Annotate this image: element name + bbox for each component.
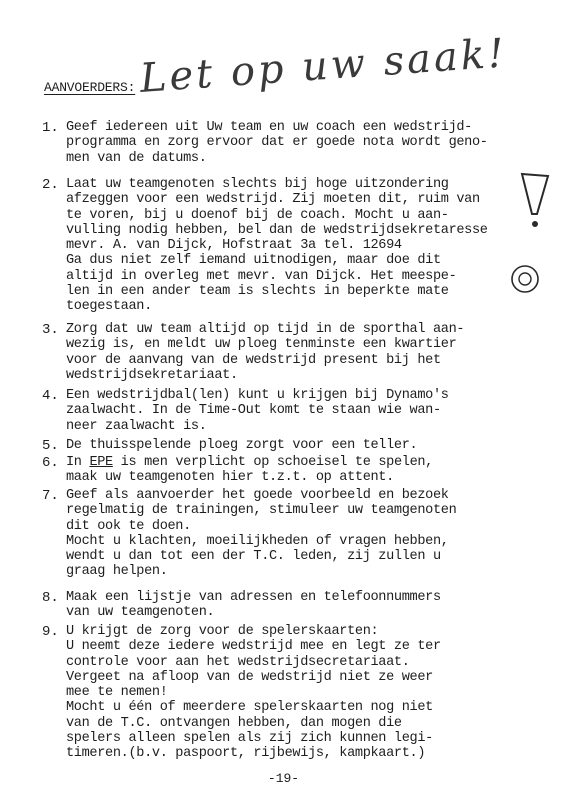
item-line: Vergeet na afloop van de wedstrijd niet ze weer <box>66 669 433 685</box>
item-line: afzeggen voor een wedstrijd. Zij moeten dit, ruim van <box>66 192 480 208</box>
item-line: dit ook te doen. <box>66 518 191 534</box>
item-line: regelmatig de trainingen, stimuleer uw teamgenoten <box>66 503 457 519</box>
item-line: In EPE is men verplicht op schoeisel te spelen, <box>66 455 433 470</box>
item-number: 8. <box>42 590 59 606</box>
item-line: graag helpen. <box>66 564 168 580</box>
handwritten-exclamation-mark <box>520 172 550 232</box>
item-line: Mocht u één of meerdere spelerskaarten nog niet <box>66 700 433 716</box>
item-line: De thuisspelende ploeg zorgt voor een teller. <box>66 438 418 453</box>
item-line: len in een ander team is slechts in beperkte mate <box>66 284 449 300</box>
page-number: -19- <box>267 771 300 786</box>
item-line: altijd in overleg met mevr. van Dijck. Het meespe- <box>66 268 457 284</box>
item-line: Ga dus niet zelf iemand uitnodigen, maar doe dit <box>66 253 441 269</box>
item-line: Zorg dat uw team altijd op tijd in de sporthal aan- <box>66 322 465 337</box>
item-line: vulling nodig hebben, bel dan de wedstrijdsekretaresse <box>66 222 488 238</box>
handwritten-circle-mark <box>508 262 542 296</box>
epe-underlined: EPE <box>89 455 113 470</box>
item-line: timeren.(b.v. paspoort, rijbewijs, kampkaart.) <box>66 746 426 762</box>
item-line: Mocht u klachten, moeilijkheden of vragen hebben, <box>66 533 449 549</box>
item-line: Een wedstrijdbal(len) kunt u krijgen bij Dynamo's <box>66 388 449 403</box>
item-number: 6. <box>42 455 59 471</box>
item-line: maak uw teamgenoten hier t.z.t. op attent. <box>66 470 394 486</box>
item-line: zaalwacht. In de Time-Out komt te staan wie wan- <box>66 403 441 419</box>
item-number: 2. <box>42 177 59 193</box>
item-line: te voren, bij u doenof bij de coach. Mocht u aan- <box>66 207 449 223</box>
item-line: mee te nemen! <box>66 685 168 701</box>
item-line: U krijgt de zorg voor de spelerskaarten: <box>66 624 379 639</box>
item-line: controle voor aan het wedstrijdsecretariaat. <box>66 654 410 670</box>
item-line: van de T.C. ontvangen hebben, dan mogen die <box>66 715 402 731</box>
handwritten-note: Let op uw saak! <box>138 30 509 102</box>
heading-aanvoerders: AANVOERDERS: <box>44 80 136 95</box>
item-number: 4. <box>42 388 59 404</box>
item-line: van uw teamgenoten. <box>66 605 215 621</box>
item-line: neer zaalwacht is. <box>66 418 207 434</box>
item-line: mevr. A. van Dijck, Hofstraat 3a tel. 12694 <box>66 238 402 254</box>
item-line: Laat uw teamgenoten slechts bij hoge uitzondering <box>66 177 449 192</box>
item-number: 7. <box>42 488 59 504</box>
item-line: men van de datums. <box>66 150 207 166</box>
item-line: Geef iedereen uit Uw team en uw coach een wedstrijd- <box>66 120 472 135</box>
item-number: 1. <box>42 120 59 136</box>
item-line: spelers alleen spelen als zij zich kunnen legi- <box>66 731 433 747</box>
item-number: 5. <box>42 438 59 454</box>
item-line: Geef als aanvoerder het goede voorbeeld en bezoek <box>66 488 449 503</box>
item-line: wendt u dan tot een der T.C. leden, zij zullen u <box>66 549 441 565</box>
item-number: 9. <box>42 624 59 640</box>
item-line: programma en zorg ervoor dat er goede nota wordt geno- <box>66 135 488 151</box>
item-line: Maak een lijstje van adressen en telefoonnummers <box>66 590 441 605</box>
item-number: 3. <box>42 322 59 338</box>
item-line: toegestaan. <box>66 299 152 315</box>
item-line: voor de aanvang van de wedstrijd present bij het <box>66 352 441 368</box>
item-line: U neemt deze iedere wedstrijd mee en legt ze ter <box>66 639 441 655</box>
item-line: wezig is, en meldt uw ploeg tenminste een kwartier <box>66 337 457 353</box>
item-line: wedstrijdsekretariaat. <box>66 367 238 383</box>
